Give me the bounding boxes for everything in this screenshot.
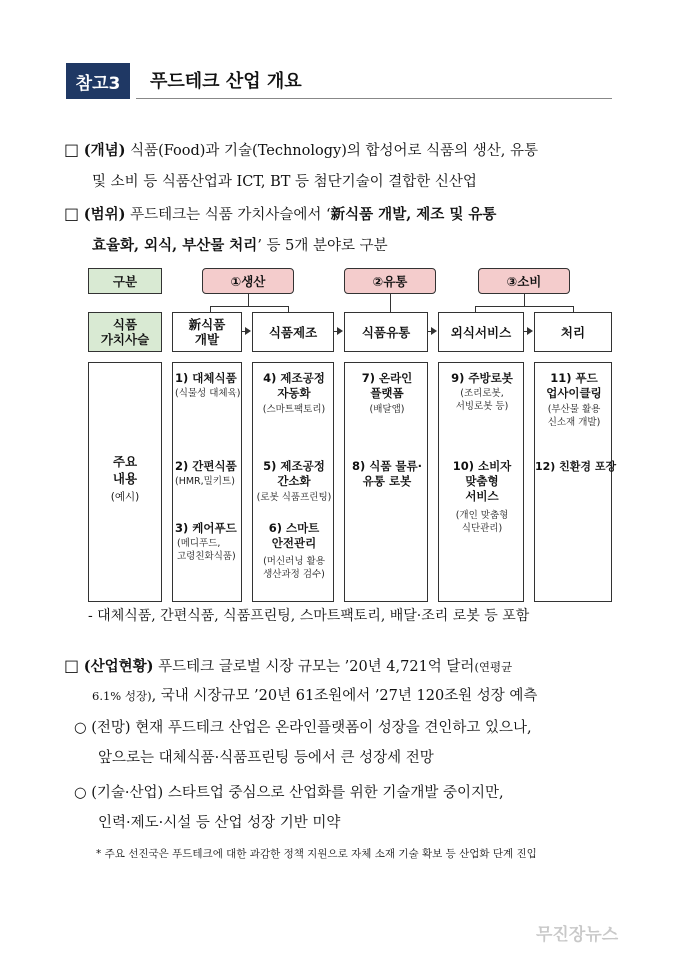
reference-badge: 참고3 (66, 63, 130, 99)
item-6-sub: (머신러닝 활용 생산과정 검수) (263, 556, 325, 580)
connector-line (475, 306, 573, 307)
scope-line-2 (92, 236, 388, 256)
item-3-sub: (메디푸드, 고령친화식품) (177, 538, 236, 562)
arrow-right-icon (245, 327, 251, 335)
column-disposal (534, 362, 617, 602)
chain-disposal: 처리 (534, 312, 612, 352)
connector-line (210, 306, 288, 307)
concept-bullet (64, 140, 538, 161)
item-2-sub: (HMR,밀키트) (175, 476, 235, 487)
value-chain-label: 식품 가치사슬 (88, 312, 162, 352)
square-bullet-icon: □ (64, 204, 80, 223)
chain-food-service: 외식서비스 (438, 312, 524, 352)
industry-label: (산업현황) (83, 658, 154, 675)
item-12-title: 12) 친환경 포장 (535, 460, 617, 473)
scope-text-1-bold: 新식품 개발, 제조 및 유통 (330, 206, 497, 223)
footnote: * 주요 선진국은 푸드테크에 대한 과감한 정책 지원으로 자체 소재 기술 확보 등 산업화 단계 진입 (96, 848, 537, 860)
square-bullet-icon: □ (64, 140, 80, 159)
outlook-text-1: (전망) 현재 푸드테크 산업은 온라인플랫폼이 성장을 견인하고 있으나, (91, 720, 532, 736)
main-content-label: 주요 내용 (112, 454, 138, 486)
tech-bullet (74, 783, 504, 803)
item-10-sub: (개인 맞춤형 식단관리) (455, 510, 509, 534)
industry-line-2 (92, 686, 537, 706)
concept-text-2: 및 소비 등 식품산업과 ICT, BT 등 첨단기술이 결합한 신산업 (92, 174, 477, 190)
industry-text-2: , 국내 시장규모 ’20년 61조원에서 ’27년 120조원 성장 예측 (151, 688, 538, 704)
tech-text-2: 인력·제도·시설 등 산업 성장 기반 미약 (98, 815, 341, 831)
main-content-label-cell (88, 362, 162, 602)
column-food-service (438, 362, 524, 602)
arrow-right-icon (337, 327, 343, 335)
chain-distribution: 식품유통 (344, 312, 428, 352)
connector-line (524, 294, 525, 306)
industry-bullet (64, 656, 512, 677)
industry-text-1: 푸드테크 글로벌 시장 규모는 ’20년 4,721억 달러 (158, 659, 475, 675)
concept-label: (개념) (83, 142, 126, 159)
arrow-right-icon (527, 327, 533, 335)
page-title: 푸드테크 산업 개요 (150, 71, 302, 92)
item-1-sub: (식물성 대체육) (175, 388, 241, 399)
circle-bullet-icon: ○ (74, 785, 87, 801)
column-new-food (172, 362, 242, 602)
industry-text-1-small: (연평균 (474, 660, 513, 674)
industry-text-2-small: 6.1% 성장) (92, 689, 152, 703)
watermark-logo: 무진장뉴스 (536, 925, 619, 945)
chain-new-food: 新식품 개발 (172, 312, 242, 352)
scope-text-2: ’ 등 5개 분야로 구분 (257, 238, 388, 254)
stage-production: ①생산 (202, 268, 294, 294)
item-1-title: 1) 대체식품 (175, 371, 237, 385)
item-11-sub: (부산물 활용 신소재 개발) (547, 404, 601, 428)
item-4-title: 4) 제조공정 자동화 (263, 371, 325, 400)
item-7-title: 7) 온라인 플랫폼 (361, 371, 413, 400)
connector-line (248, 294, 249, 306)
item-11-title: 11) 푸드 업사이클링 (546, 371, 602, 400)
item-3-title: 3) 케어푸드 (175, 521, 237, 535)
item-6-title: 6) 스마트 안전관리 (268, 521, 320, 550)
circle-bullet-icon: ○ (74, 720, 87, 736)
header-label-box: 구분 (88, 268, 162, 294)
arrow-right-icon (431, 327, 437, 335)
stage-consumption: ③소비 (478, 268, 570, 294)
item-5-title: 5) 제조공정 간소화 (263, 459, 325, 488)
item-2-title: 2) 간편식품 (175, 459, 237, 473)
item-5-sub: (로봇 식품프린팅) (256, 492, 332, 503)
main-content-sub: (예시) (110, 491, 140, 503)
item-7-sub: (배달앱) (369, 404, 405, 415)
scope-bullet (64, 204, 496, 225)
square-bullet-icon: □ (64, 656, 80, 675)
scope-text-1: 푸드테크는 식품 가치사슬에서 ‘ (130, 207, 331, 223)
connector-line (390, 294, 391, 312)
item-10-title: 10) 소비자 맞춤형 서비스 (452, 459, 512, 503)
item-4-sub: (스마트팩토리) (262, 404, 326, 415)
concept-text-1: 식품(Food)과 기술(Technology)의 합성어로 식품의 생산, 유통 (130, 143, 538, 159)
tech-text-1: (기술·산업) 스타트업 중심으로 산업화를 위한 기술개발 중이지만, (91, 785, 504, 801)
column-manufacturing (252, 362, 334, 602)
item-9-sub: (조리로봇, 서빙로봇 등) (455, 388, 509, 412)
column-distribution (344, 362, 428, 602)
outlook-bullet (74, 718, 532, 738)
item-8-title: 8) 식품 물류· 유통 로봇 (351, 459, 423, 488)
scope-text-2-bold: 효율화, 외식, 부산물 처리 (92, 237, 258, 254)
stage-distribution: ②유통 (344, 268, 436, 294)
title-divider (136, 98, 612, 99)
scope-label: (범위) (83, 206, 126, 223)
chain-manufacturing: 식품제조 (252, 312, 334, 352)
outlook-text-2: 앞으로는 대체식품·식품프린팅 등에서 큰 성장세 전망 (98, 750, 434, 766)
diagram-note: - 대체식품, 간편식품, 식품프린팅, 스마트팩토리, 배달·조리 로봇 등 포함 (88, 608, 530, 624)
item-9-title: 9) 주방로봇 (451, 371, 513, 385)
